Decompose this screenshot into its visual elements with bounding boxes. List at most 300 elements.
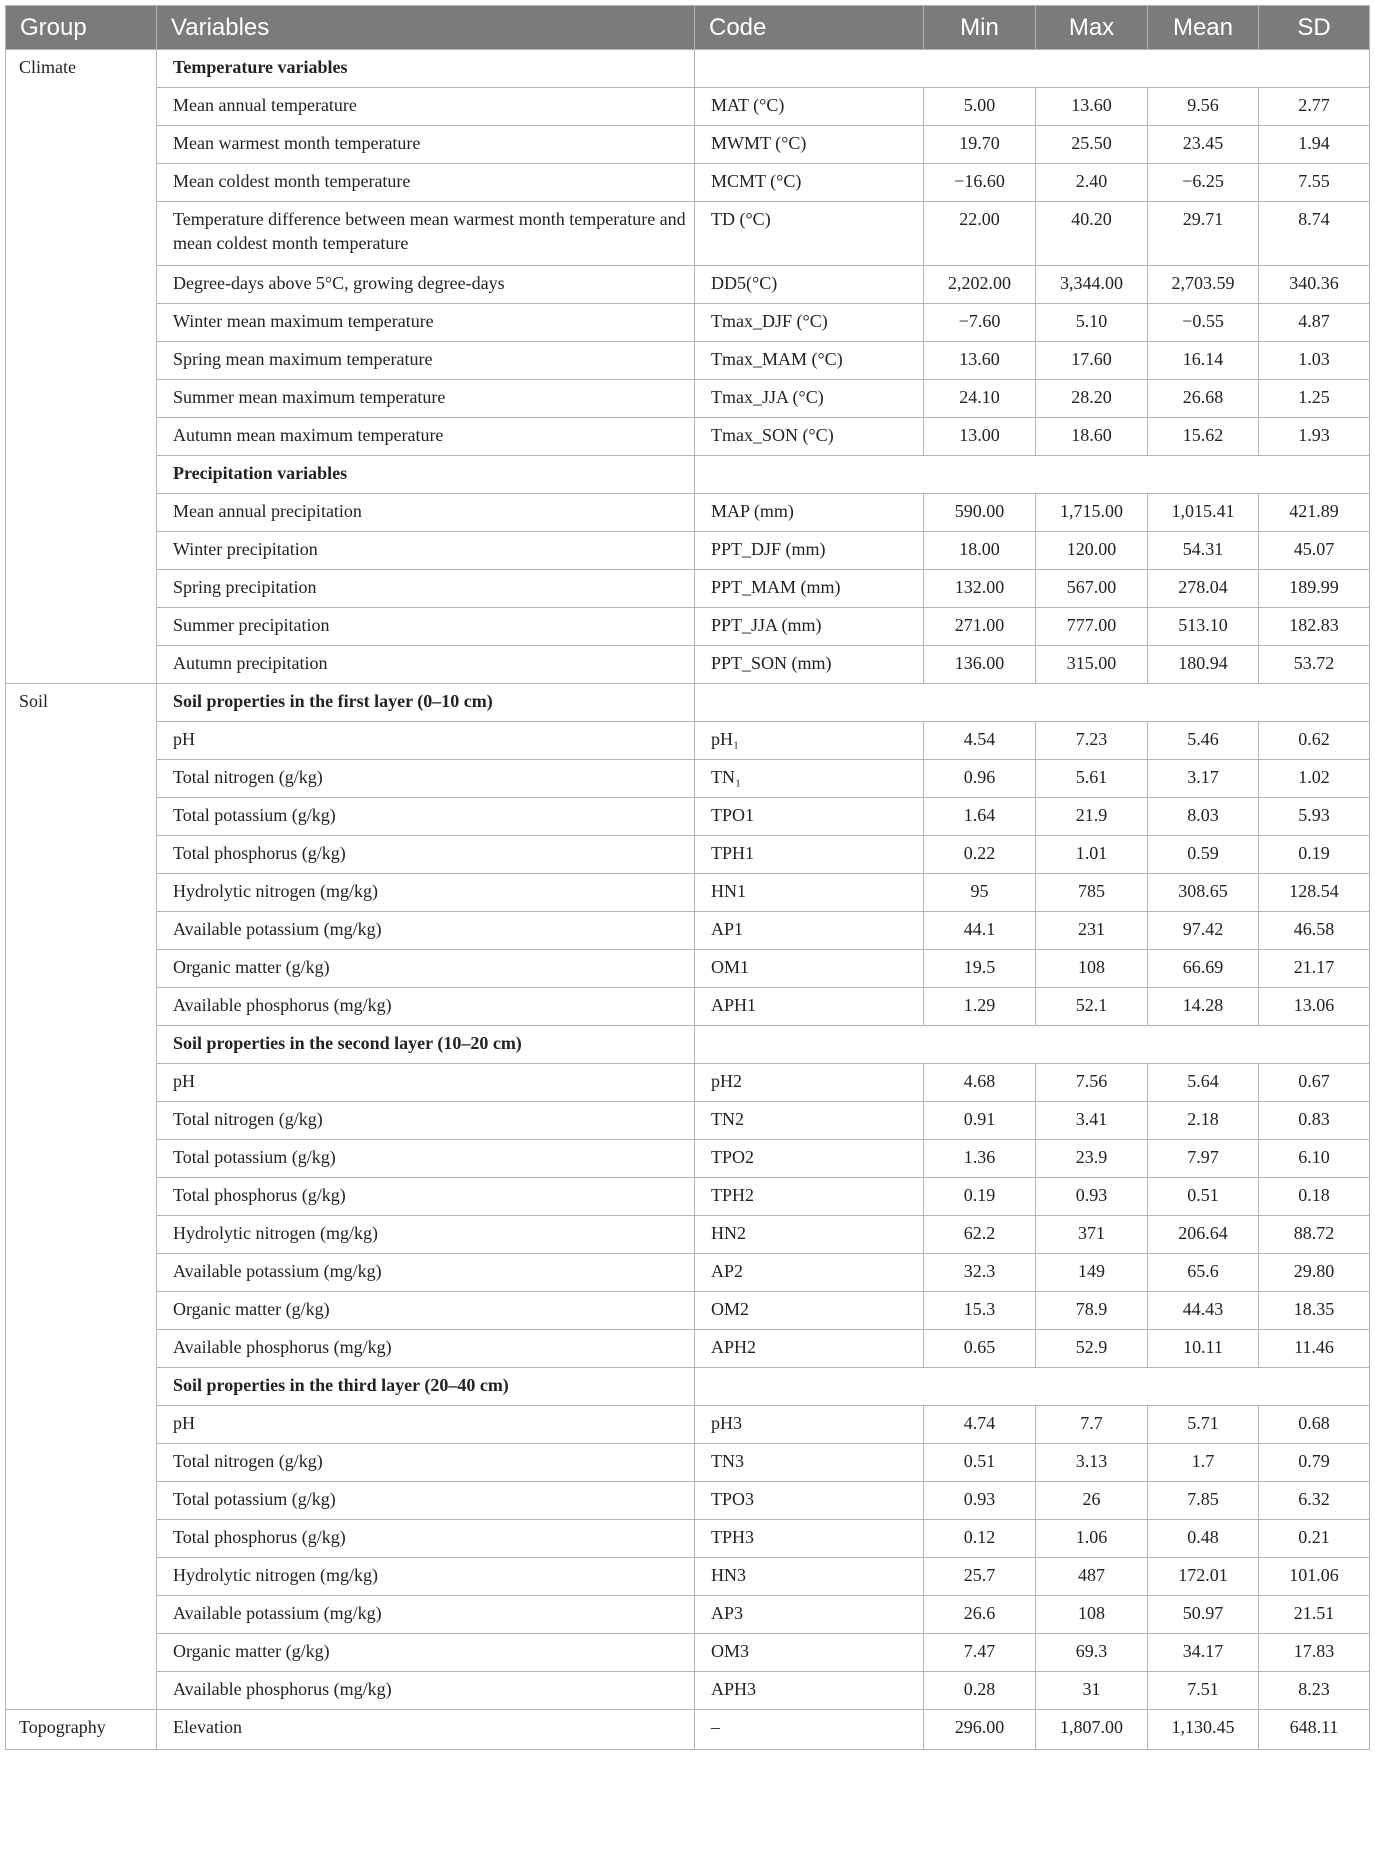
table-row xyxy=(6,760,1370,798)
table-row xyxy=(6,1216,1370,1254)
cell-code: APH3 xyxy=(695,1672,924,1710)
cell-mean: −0.55 xyxy=(1148,304,1259,342)
table-row xyxy=(6,1710,1370,1750)
cell-max: 78.9 xyxy=(1036,1292,1148,1330)
cell-code: HN2 xyxy=(695,1216,924,1254)
cell-code: Tmax_DJF (°C) xyxy=(695,304,924,342)
cell-min: 0.65 xyxy=(924,1330,1036,1368)
cell-sd: 29.80 xyxy=(1259,1254,1370,1292)
cell-mean: 180.94 xyxy=(1148,646,1259,684)
cell-max: 371 xyxy=(1036,1216,1148,1254)
header-sd: SD xyxy=(1259,6,1370,50)
cell-mean: 5.71 xyxy=(1148,1406,1259,1444)
cell-min: −16.60 xyxy=(924,164,1036,202)
cell-max: 149 xyxy=(1036,1254,1148,1292)
section-title-soil-layer-3: Soil properties in the third layer (20–40 cm) xyxy=(157,1368,695,1406)
cell-min: 271.00 xyxy=(924,608,1036,646)
table-row xyxy=(6,1596,1370,1634)
cell-variable: Temperature difference between mean warmest month temperature and mean coldest month temperature xyxy=(157,202,695,266)
cell-variable: Available phosphorus (mg/kg) xyxy=(157,988,695,1026)
cell-code: DD5(°C) xyxy=(695,266,924,304)
table-row xyxy=(6,988,1370,1026)
cell-min: 4.68 xyxy=(924,1064,1036,1102)
cell-code: – xyxy=(695,1710,924,1750)
cell-sd: 5.93 xyxy=(1259,798,1370,836)
cell-variable: pH xyxy=(157,1406,695,1444)
cell-variable: Total potassium (g/kg) xyxy=(157,1140,695,1178)
cell-variable: Available phosphorus (mg/kg) xyxy=(157,1330,695,1368)
cell-variable: Degree-days above 5°C, growing degree-days xyxy=(157,266,695,304)
cell-code: AP1 xyxy=(695,912,924,950)
table-row xyxy=(6,1330,1370,1368)
cell-code: AP2 xyxy=(695,1254,924,1292)
cell-max: 23.9 xyxy=(1036,1140,1148,1178)
cell-mean: 0.51 xyxy=(1148,1178,1259,1216)
cell-sd: 1.25 xyxy=(1259,380,1370,418)
cell-min: 4.54 xyxy=(924,722,1036,760)
cell-variable: Mean annual temperature xyxy=(157,88,695,126)
table-row xyxy=(6,646,1370,684)
cell-mean: 513.10 xyxy=(1148,608,1259,646)
cell-mean: 206.64 xyxy=(1148,1216,1259,1254)
cell-mean: 3.17 xyxy=(1148,760,1259,798)
cell-code: Tmax_SON (°C) xyxy=(695,418,924,456)
cell-mean: 8.03 xyxy=(1148,798,1259,836)
cell-max: 567.00 xyxy=(1036,570,1148,608)
section-row xyxy=(6,50,1370,88)
header-group: Group xyxy=(6,6,157,50)
cell-min: 22.00 xyxy=(924,202,1036,266)
cell-min: 25.7 xyxy=(924,1558,1036,1596)
cell-code: TD (°C) xyxy=(695,202,924,266)
cell-sd: 0.19 xyxy=(1259,836,1370,874)
table-row xyxy=(6,494,1370,532)
cell-variable: Total phosphorus (g/kg) xyxy=(157,1520,695,1558)
cell-variable: Total phosphorus (g/kg) xyxy=(157,1178,695,1216)
cell-variable: Spring mean maximum temperature xyxy=(157,342,695,380)
cell-code: pH3 xyxy=(695,1406,924,1444)
cell-code: PPT_MAM (mm) xyxy=(695,570,924,608)
table-row xyxy=(6,342,1370,380)
table-row xyxy=(6,126,1370,164)
cell-max: 1,807.00 xyxy=(1036,1710,1148,1750)
cell-sd: 189.99 xyxy=(1259,570,1370,608)
cell-min: 296.00 xyxy=(924,1710,1036,1750)
cell-variable: Available potassium (mg/kg) xyxy=(157,912,695,950)
cell-mean: 15.62 xyxy=(1148,418,1259,456)
cell-variable: Total nitrogen (g/kg) xyxy=(157,1444,695,1482)
cell-sd: 1.03 xyxy=(1259,342,1370,380)
cell-max: 108 xyxy=(1036,950,1148,988)
cell-sd: 2.77 xyxy=(1259,88,1370,126)
cell-min: 5.00 xyxy=(924,88,1036,126)
section-filler xyxy=(695,1026,1370,1064)
section-row xyxy=(6,456,1370,494)
table-row xyxy=(6,798,1370,836)
cell-max: 7.56 xyxy=(1036,1064,1148,1102)
cell-max: 5.10 xyxy=(1036,304,1148,342)
cell-mean: 65.6 xyxy=(1148,1254,1259,1292)
header-min: Min xyxy=(924,6,1036,50)
cell-code: TPH1 xyxy=(695,836,924,874)
section-title-precipitation: Precipitation variables xyxy=(157,456,695,494)
cell-min: 7.47 xyxy=(924,1634,1036,1672)
table-row xyxy=(6,722,1370,760)
table-row xyxy=(6,532,1370,570)
cell-code: HN1 xyxy=(695,874,924,912)
cell-sd: 21.17 xyxy=(1259,950,1370,988)
cell-code: TPH2 xyxy=(695,1178,924,1216)
cell-variable: Total nitrogen (g/kg) xyxy=(157,760,695,798)
cell-variable: Winter precipitation xyxy=(157,532,695,570)
section-filler xyxy=(695,50,1370,88)
table-row xyxy=(6,874,1370,912)
cell-max: 52.1 xyxy=(1036,988,1148,1026)
cell-variable: Hydrolytic nitrogen (mg/kg) xyxy=(157,1216,695,1254)
cell-variable: Available potassium (mg/kg) xyxy=(157,1596,695,1634)
cell-code: PPT_DJF (mm) xyxy=(695,532,924,570)
cell-sd: 0.62 xyxy=(1259,722,1370,760)
cell-max: 3.13 xyxy=(1036,1444,1148,1482)
cell-min: 32.3 xyxy=(924,1254,1036,1292)
cell-sd: 0.79 xyxy=(1259,1444,1370,1482)
cell-mean: 2,703.59 xyxy=(1148,266,1259,304)
cell-max: 40.20 xyxy=(1036,202,1148,266)
cell-max: 1.01 xyxy=(1036,836,1148,874)
cell-mean: 1.7 xyxy=(1148,1444,1259,1482)
cell-min: 13.00 xyxy=(924,418,1036,456)
cell-min: 13.60 xyxy=(924,342,1036,380)
cell-mean: 1,015.41 xyxy=(1148,494,1259,532)
cell-max: 13.60 xyxy=(1036,88,1148,126)
cell-sd: 13.06 xyxy=(1259,988,1370,1026)
cell-min: 2,202.00 xyxy=(924,266,1036,304)
cell-code: APH2 xyxy=(695,1330,924,1368)
cell-min: 44.1 xyxy=(924,912,1036,950)
cell-code: MWMT (°C) xyxy=(695,126,924,164)
cell-mean: 14.28 xyxy=(1148,988,1259,1026)
cell-sd: 17.83 xyxy=(1259,1634,1370,1672)
cell-variable: Mean annual precipitation xyxy=(157,494,695,532)
table-row xyxy=(6,570,1370,608)
cell-mean: 16.14 xyxy=(1148,342,1259,380)
cell-max: 25.50 xyxy=(1036,126,1148,164)
cell-min: 15.3 xyxy=(924,1292,1036,1330)
cell-min: 1.64 xyxy=(924,798,1036,836)
cell-sd: 88.72 xyxy=(1259,1216,1370,1254)
table-row xyxy=(6,1520,1370,1558)
cell-min: 0.51 xyxy=(924,1444,1036,1482)
cell-max: 231 xyxy=(1036,912,1148,950)
cell-sd: 0.68 xyxy=(1259,1406,1370,1444)
cell-sd: 7.55 xyxy=(1259,164,1370,202)
cell-mean: 10.11 xyxy=(1148,1330,1259,1368)
cell-max: 120.00 xyxy=(1036,532,1148,570)
cell-variable: Autumn precipitation xyxy=(157,646,695,684)
table-row xyxy=(6,88,1370,126)
cell-max: 31 xyxy=(1036,1672,1148,1710)
header-variables: Variables xyxy=(157,6,695,50)
cell-sd: 11.46 xyxy=(1259,1330,1370,1368)
group-cell-soil: Soil xyxy=(6,684,157,1710)
cell-code: TN₁ xyxy=(695,760,924,798)
cell-max: 5.61 xyxy=(1036,760,1148,798)
cell-sd: 8.23 xyxy=(1259,1672,1370,1710)
cell-mean: 26.68 xyxy=(1148,380,1259,418)
cell-sd: 128.54 xyxy=(1259,874,1370,912)
cell-sd: 1.93 xyxy=(1259,418,1370,456)
cell-max: 26 xyxy=(1036,1482,1148,1520)
table-row xyxy=(6,1178,1370,1216)
section-filler xyxy=(695,1368,1370,1406)
cell-variable: Total nitrogen (g/kg) xyxy=(157,1102,695,1140)
cell-variable: Total phosphorus (g/kg) xyxy=(157,836,695,874)
section-row xyxy=(6,1368,1370,1406)
cell-min: 95 xyxy=(924,874,1036,912)
table-row xyxy=(6,202,1370,266)
cell-sd: 8.74 xyxy=(1259,202,1370,266)
group-cell-climate: Climate xyxy=(6,50,157,684)
table-row xyxy=(6,1482,1370,1520)
table-row xyxy=(6,1558,1370,1596)
cell-mean: 7.85 xyxy=(1148,1482,1259,1520)
cell-sd: 0.83 xyxy=(1259,1102,1370,1140)
cell-mean: 66.69 xyxy=(1148,950,1259,988)
cell-min: 136.00 xyxy=(924,646,1036,684)
cell-mean: 278.04 xyxy=(1148,570,1259,608)
cell-code: AP3 xyxy=(695,1596,924,1634)
cell-variable: Hydrolytic nitrogen (mg/kg) xyxy=(157,1558,695,1596)
cell-max: 3.41 xyxy=(1036,1102,1148,1140)
cell-max: 1.06 xyxy=(1036,1520,1148,1558)
cell-min: 0.96 xyxy=(924,760,1036,798)
cell-variable: Organic matter (g/kg) xyxy=(157,1292,695,1330)
cell-variable: Summer precipitation xyxy=(157,608,695,646)
cell-min: 132.00 xyxy=(924,570,1036,608)
cell-code: PPT_SON (mm) xyxy=(695,646,924,684)
table-row xyxy=(6,608,1370,646)
section-row xyxy=(6,1026,1370,1064)
cell-mean: 7.51 xyxy=(1148,1672,1259,1710)
cell-variable: pH xyxy=(157,722,695,760)
cell-max: 7.23 xyxy=(1036,722,1148,760)
table-row xyxy=(6,836,1370,874)
cell-sd: 6.32 xyxy=(1259,1482,1370,1520)
cell-mean: 0.59 xyxy=(1148,836,1259,874)
section-title-soil-layer-2: Soil properties in the second layer (10–20 cm) xyxy=(157,1026,695,1064)
cell-min: −7.60 xyxy=(924,304,1036,342)
cell-max: 17.60 xyxy=(1036,342,1148,380)
cell-sd: 182.83 xyxy=(1259,608,1370,646)
cell-min: 18.00 xyxy=(924,532,1036,570)
cell-sd: 46.58 xyxy=(1259,912,1370,950)
cell-sd: 6.10 xyxy=(1259,1140,1370,1178)
cell-sd: 0.67 xyxy=(1259,1064,1370,1102)
cell-sd: 21.51 xyxy=(1259,1596,1370,1634)
table-row xyxy=(6,380,1370,418)
cell-mean: 5.64 xyxy=(1148,1064,1259,1102)
table-row xyxy=(6,912,1370,950)
cell-min: 24.10 xyxy=(924,380,1036,418)
cell-min: 1.29 xyxy=(924,988,1036,1026)
cell-variable: Available phosphorus (mg/kg) xyxy=(157,1672,695,1710)
cell-code: APH1 xyxy=(695,988,924,1026)
cell-min: 0.28 xyxy=(924,1672,1036,1710)
cell-min: 0.19 xyxy=(924,1178,1036,1216)
cell-variable: Spring precipitation xyxy=(157,570,695,608)
cell-variable: Autumn mean maximum temperature xyxy=(157,418,695,456)
cell-mean: 97.42 xyxy=(1148,912,1259,950)
cell-mean: 5.46 xyxy=(1148,722,1259,760)
cell-mean: 34.17 xyxy=(1148,1634,1259,1672)
cell-mean: 7.97 xyxy=(1148,1140,1259,1178)
table-row xyxy=(6,1406,1370,1444)
variables-table xyxy=(5,5,1370,1750)
table-row xyxy=(6,1102,1370,1140)
cell-mean: −6.25 xyxy=(1148,164,1259,202)
cell-mean: 1,130.45 xyxy=(1148,1710,1259,1750)
cell-code: TPH3 xyxy=(695,1520,924,1558)
cell-code: Tmax_MAM (°C) xyxy=(695,342,924,380)
cell-max: 315.00 xyxy=(1036,646,1148,684)
cell-variable: Mean coldest month temperature xyxy=(157,164,695,202)
cell-min: 19.70 xyxy=(924,126,1036,164)
cell-variable: Total potassium (g/kg) xyxy=(157,1482,695,1520)
cell-mean: 54.31 xyxy=(1148,532,1259,570)
cell-code: MCMT (°C) xyxy=(695,164,924,202)
cell-variable: pH xyxy=(157,1064,695,1102)
cell-code: TN2 xyxy=(695,1102,924,1140)
cell-code: MAP (mm) xyxy=(695,494,924,532)
cell-min: 19.5 xyxy=(924,950,1036,988)
cell-min: 0.12 xyxy=(924,1520,1036,1558)
table-header-row xyxy=(6,6,1370,50)
cell-code: OM2 xyxy=(695,1292,924,1330)
cell-sd: 421.89 xyxy=(1259,494,1370,532)
cell-mean: 9.56 xyxy=(1148,88,1259,126)
table-row xyxy=(6,1292,1370,1330)
group-cell-topography: Topography xyxy=(6,1710,157,1750)
cell-sd: 1.94 xyxy=(1259,126,1370,164)
cell-variable: Hydrolytic nitrogen (mg/kg) xyxy=(157,874,695,912)
cell-variable: Organic matter (g/kg) xyxy=(157,1634,695,1672)
table-row xyxy=(6,304,1370,342)
cell-sd: 648.11 xyxy=(1259,1710,1370,1750)
cell-variable: Mean warmest month temperature xyxy=(157,126,695,164)
table-row xyxy=(6,1140,1370,1178)
cell-max: 18.60 xyxy=(1036,418,1148,456)
cell-min: 0.91 xyxy=(924,1102,1036,1140)
cell-code: HN3 xyxy=(695,1558,924,1596)
cell-variable: Winter mean maximum temperature xyxy=(157,304,695,342)
cell-code: TPO1 xyxy=(695,798,924,836)
cell-code: OM3 xyxy=(695,1634,924,1672)
cell-mean: 308.65 xyxy=(1148,874,1259,912)
section-filler xyxy=(695,456,1370,494)
cell-min: 0.22 xyxy=(924,836,1036,874)
cell-sd: 0.18 xyxy=(1259,1178,1370,1216)
table-body xyxy=(6,50,1370,1750)
cell-sd: 0.21 xyxy=(1259,1520,1370,1558)
section-title-soil-layer-1: Soil properties in the first layer (0–10 cm) xyxy=(157,684,695,722)
cell-mean: 23.45 xyxy=(1148,126,1259,164)
cell-code: TPO3 xyxy=(695,1482,924,1520)
table-row xyxy=(6,1672,1370,1710)
header-max: Max xyxy=(1036,6,1148,50)
cell-sd: 1.02 xyxy=(1259,760,1370,798)
cell-max: 108 xyxy=(1036,1596,1148,1634)
cell-max: 52.9 xyxy=(1036,1330,1148,1368)
header-mean: Mean xyxy=(1148,6,1259,50)
cell-code: TN3 xyxy=(695,1444,924,1482)
section-row xyxy=(6,684,1370,722)
cell-min: 4.74 xyxy=(924,1406,1036,1444)
cell-max: 28.20 xyxy=(1036,380,1148,418)
data-table-container xyxy=(5,5,1370,1750)
cell-max: 2.40 xyxy=(1036,164,1148,202)
cell-sd: 4.87 xyxy=(1259,304,1370,342)
cell-min: 590.00 xyxy=(924,494,1036,532)
table-row xyxy=(6,950,1370,988)
cell-sd: 53.72 xyxy=(1259,646,1370,684)
cell-max: 7.7 xyxy=(1036,1406,1148,1444)
cell-mean: 50.97 xyxy=(1148,1596,1259,1634)
cell-code: PPT_JJA (mm) xyxy=(695,608,924,646)
cell-code: OM1 xyxy=(695,950,924,988)
table-row xyxy=(6,1444,1370,1482)
cell-max: 3,344.00 xyxy=(1036,266,1148,304)
table-row xyxy=(6,1254,1370,1292)
cell-sd: 45.07 xyxy=(1259,532,1370,570)
cell-min: 0.93 xyxy=(924,1482,1036,1520)
cell-variable: Organic matter (g/kg) xyxy=(157,950,695,988)
cell-variable: Summer mean maximum temperature xyxy=(157,380,695,418)
header-code: Code xyxy=(695,6,924,50)
table-row xyxy=(6,1064,1370,1102)
cell-mean: 44.43 xyxy=(1148,1292,1259,1330)
cell-max: 487 xyxy=(1036,1558,1148,1596)
cell-variable: Elevation xyxy=(157,1710,695,1750)
cell-mean: 2.18 xyxy=(1148,1102,1259,1140)
cell-max: 1,715.00 xyxy=(1036,494,1148,532)
cell-variable: Total potassium (g/kg) xyxy=(157,798,695,836)
cell-code: pH2 xyxy=(695,1064,924,1102)
cell-min: 1.36 xyxy=(924,1140,1036,1178)
cell-min: 62.2 xyxy=(924,1216,1036,1254)
table-row xyxy=(6,164,1370,202)
cell-min: 26.6 xyxy=(924,1596,1036,1634)
cell-max: 777.00 xyxy=(1036,608,1148,646)
cell-mean: 29.71 xyxy=(1148,202,1259,266)
cell-mean: 172.01 xyxy=(1148,1558,1259,1596)
section-title-temperature: Temperature variables xyxy=(157,50,695,88)
cell-code: MAT (°C) xyxy=(695,88,924,126)
section-filler xyxy=(695,684,1370,722)
table-row xyxy=(6,266,1370,304)
cell-code: pH₁ xyxy=(695,722,924,760)
table-row xyxy=(6,1634,1370,1672)
table-row xyxy=(6,418,1370,456)
cell-variable: Available potassium (mg/kg) xyxy=(157,1254,695,1292)
cell-max: 785 xyxy=(1036,874,1148,912)
cell-mean: 0.48 xyxy=(1148,1520,1259,1558)
cell-code: TPO2 xyxy=(695,1140,924,1178)
cell-sd: 340.36 xyxy=(1259,266,1370,304)
cell-max: 69.3 xyxy=(1036,1634,1148,1672)
cell-max: 0.93 xyxy=(1036,1178,1148,1216)
cell-sd: 101.06 xyxy=(1259,1558,1370,1596)
cell-max: 21.9 xyxy=(1036,798,1148,836)
